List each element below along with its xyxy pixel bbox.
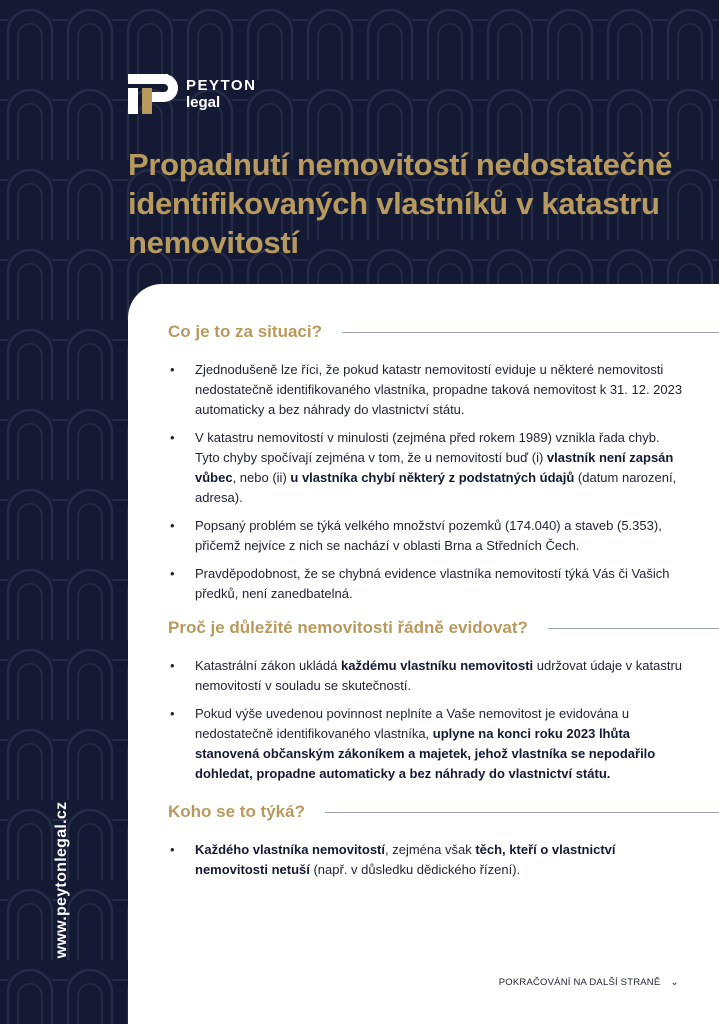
body-text: , nebo (ii) [232, 470, 291, 485]
body-text: Katastrální zákon ukládá [195, 658, 341, 673]
list-item-text [195, 360, 683, 420]
continue-label: POKRAČOVÁNÍ NA DALŠÍ STRANĚ [498, 977, 661, 988]
bullet-marker: • [170, 566, 175, 581]
section-who [168, 802, 719, 880]
bullet-marker: • [170, 706, 175, 721]
body-text: V katastru nemovitostí v minulosti (zejména před rokem 1989) vznikla řada chyb. Tyto chyby spočívají zejména v tom, že u nemovitostí buď (i) [195, 430, 660, 465]
section-header [168, 802, 719, 822]
brand-logo[interactable] [128, 74, 256, 114]
body-text: Pravděpodobnost, že se chybná evidence vlastníka nemovitostí týká Vás či Vašich předků, není zanedbatelná. [195, 566, 670, 601]
body-text: , zejména však [385, 842, 476, 857]
list-item-text [195, 564, 683, 604]
section-divider [325, 812, 719, 813]
body-text: Zjednodušeně lze říci, že pokud katastr nemovitostí eviduje u některé nemovitosti nedostatečně identifikovaného vlastníka, propadne taková nemovitost k 31. 12. 2023 automaticky a bez náhrady do vlastnictví státu. [195, 362, 683, 417]
chevron-down-icon: ⌄ [670, 977, 679, 988]
section-divider [548, 628, 719, 629]
continue-note [499, 977, 679, 988]
section-heading: Proč je důležité nemovitosti řádně evidovat? [168, 618, 528, 637]
emphasis-text: vlastník není zapsán vůbec [195, 450, 674, 485]
list-item-text [195, 516, 683, 556]
bullet-marker: • [170, 842, 175, 857]
list-item-text [195, 704, 683, 784]
bullet-marker: • [170, 658, 175, 673]
list-item [168, 516, 719, 556]
list-item [168, 840, 719, 880]
section-heading: Co je to za situaci? [168, 322, 322, 341]
body-text: (např. v důsledku dědického řízení). [309, 862, 521, 877]
emphasis-text: těch, kteří o vlastnictví nemovitosti netuší [195, 842, 616, 877]
list-item [168, 564, 719, 604]
list-item-text [195, 656, 683, 696]
section-header [168, 322, 719, 342]
bullet-marker: • [170, 430, 175, 445]
list-item [168, 656, 719, 696]
emphasis-text: Každého vlastníka nemovitostí [195, 842, 385, 857]
bullet-marker: • [170, 362, 175, 377]
body-text: Popsaný problém se týká velkého množství pozemků (174.040) a staveb (5.353), přičemž nejvíce z nich se nachází v oblasti Brna a Středních Čech. [195, 518, 662, 553]
brand-name-line1: PEYTON [186, 77, 257, 94]
body-text: Pokud výše uvedenou povinnost neplníte a Vaše nemovitost je evidována u nedostatečně identifikovaného vlastníka, [195, 706, 630, 741]
peyton-logo-mark [128, 74, 178, 114]
bullet-list [168, 656, 719, 784]
document-title: Propadnutí nemovitostí nedostatečně identifikovaných vlastníků v katastru nemovitostí [128, 147, 673, 260]
content-panel [128, 284, 719, 1024]
emphasis-text: každému vlastníku nemovitosti [340, 658, 534, 673]
website-url[interactable]: www.peytonlegal.cz [53, 801, 70, 959]
list-item [168, 360, 719, 420]
list-item-text [195, 428, 683, 508]
section-situation [168, 322, 719, 604]
section-header [168, 618, 719, 638]
bullet-marker: • [170, 518, 175, 533]
bullet-list [168, 840, 719, 880]
list-item [168, 704, 719, 784]
list-item [168, 428, 719, 508]
emphasis-text: u vlastníka chybí některý z podstatných údajů [290, 470, 575, 485]
list-item-text [195, 840, 683, 880]
section-divider [342, 332, 719, 333]
body-text: udržovat údaje v katastru nemovitostí v souladu se skutečností. [195, 658, 683, 693]
brand-name [186, 78, 256, 110]
body-text: (datum narození, adresa). [195, 470, 677, 505]
section-heading: Koho se to týká? [168, 802, 305, 821]
brand-name-line2: legal [186, 94, 221, 111]
section-importance [168, 618, 719, 784]
emphasis-text: uplyne na konci roku 2023 lhůta stanovená občanským zákoníkem a majetek, jehož vlastníka se nepodařilo dohledat, propadne automaticky a bez náhrady do vlastnictví státu. [195, 726, 656, 781]
bullet-list [168, 360, 719, 604]
